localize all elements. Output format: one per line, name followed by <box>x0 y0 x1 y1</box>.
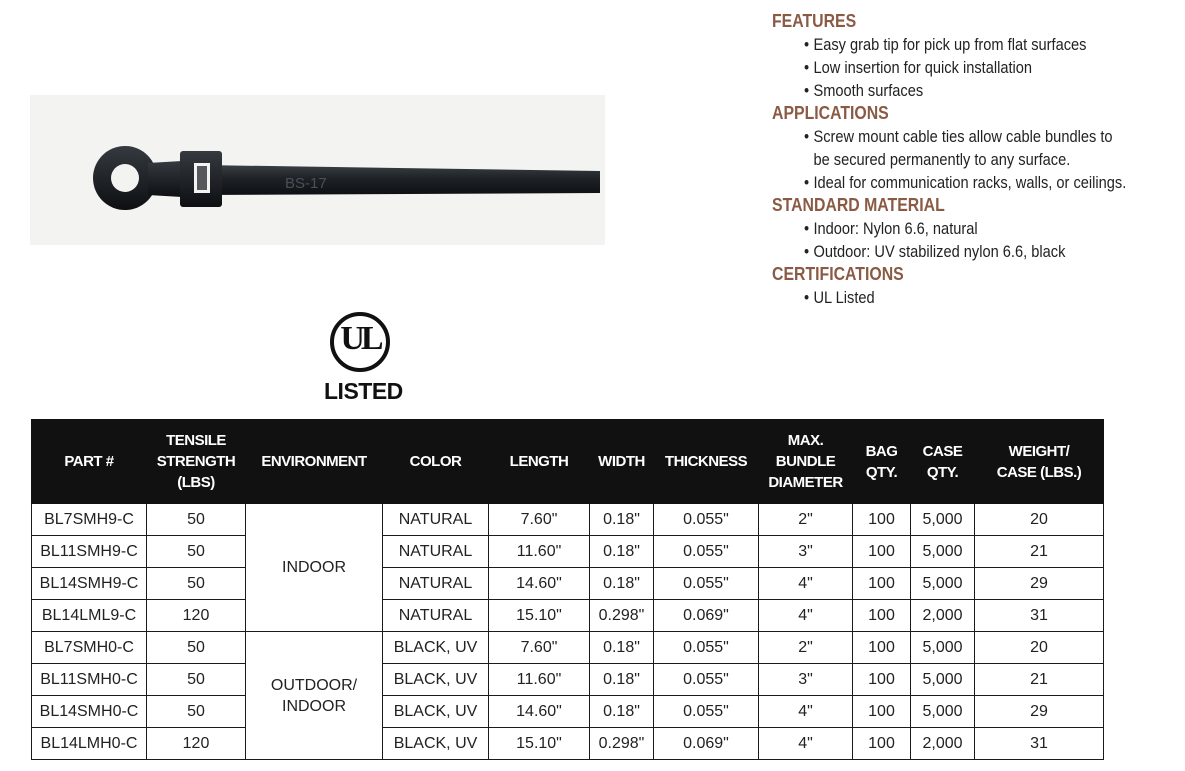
list-item-text: Low insertion for quick installation <box>813 58 1033 77</box>
table-row <box>32 600 1104 632</box>
table-cell: 31 <box>975 600 1104 632</box>
table-cell: 11.60" <box>489 664 590 696</box>
column-header-line: ENVIRONMENT <box>261 453 367 470</box>
table-cell: BLACK, UV <box>383 728 489 760</box>
table-cell: 100 <box>853 568 911 600</box>
table-cell: 15.10" <box>489 600 590 632</box>
table-cell: 0.055" <box>654 504 759 536</box>
column-header-line: BUNDLE <box>775 453 836 470</box>
table-cell: 5,000 <box>911 568 975 600</box>
bullet-icon: • <box>804 81 810 100</box>
tie-imprint-text: BS-17 <box>285 175 327 192</box>
column-header-line: WIDTH <box>598 453 645 470</box>
bullet-icon: • <box>804 58 810 77</box>
section-list <box>772 217 1182 263</box>
table-row <box>32 664 1104 696</box>
table-cell: 5,000 <box>911 504 975 536</box>
section-title: STANDARD MATERIAL <box>772 195 945 215</box>
table-cell: 14.60" <box>489 696 590 728</box>
list-item <box>804 79 1129 102</box>
table-cell: 100 <box>853 504 911 536</box>
list-item-text: Outdoor: UV stabilized nylon 6.6, black <box>813 242 1066 261</box>
table-cell: 0.18" <box>590 632 654 664</box>
column-header-line: (LBS) <box>177 474 215 491</box>
table-body <box>32 504 1104 760</box>
table-cell: BL11SMH0-C <box>32 664 147 696</box>
table-cell: 100 <box>853 664 911 696</box>
table-cell: 0.18" <box>590 568 654 600</box>
ul-listed-logo <box>318 310 414 410</box>
column-header-line: STRENGTH <box>156 453 236 470</box>
table-cell: 3" <box>759 664 853 696</box>
table-cell: 100 <box>853 632 911 664</box>
spec-table <box>31 419 1104 760</box>
column-header <box>246 420 383 504</box>
environment-cell <box>246 504 383 632</box>
list-item <box>804 240 1129 263</box>
section-list <box>772 33 1182 102</box>
table-cell: 100 <box>853 696 911 728</box>
table-cell: 15.10" <box>489 728 590 760</box>
bullet-icon: • <box>804 242 810 261</box>
table-cell: 0.055" <box>654 568 759 600</box>
column-header-line: CASE <box>922 442 963 460</box>
table-cell: 4" <box>759 568 853 600</box>
table-cell: 0.069" <box>654 728 759 760</box>
column-header <box>911 420 975 504</box>
table-cell: BL14LML9-C <box>32 600 147 632</box>
table-cell: 2,000 <box>911 728 975 760</box>
list-item-text: Ideal for communication racks, walls, or ceilings. <box>813 173 1127 192</box>
environment-line: OUTDOOR/ <box>270 676 358 694</box>
table-cell: 7.60" <box>489 504 590 536</box>
column-header <box>654 420 759 504</box>
table-cell: 50 <box>147 568 246 600</box>
table-cell: NATURAL <box>383 600 489 632</box>
table-cell: 5,000 <box>911 632 975 664</box>
table-cell: 2,000 <box>911 600 975 632</box>
environment-line: INDOOR <box>282 697 346 715</box>
table-cell: 4" <box>759 600 853 632</box>
section-list <box>772 125 1182 194</box>
table-row <box>32 696 1104 728</box>
table-cell: BLACK, UV <box>383 632 489 664</box>
column-header <box>975 420 1104 504</box>
bullet-icon: • <box>804 173 810 192</box>
environment-cell <box>246 632 383 760</box>
table-cell: 100 <box>853 536 911 568</box>
column-header-line: BAG <box>865 442 898 460</box>
table-cell: 0.18" <box>590 696 654 728</box>
section-list <box>772 286 1182 309</box>
table-cell: 5,000 <box>911 696 975 728</box>
table-cell: NATURAL <box>383 536 489 568</box>
table-cell: 7.60" <box>489 632 590 664</box>
table-cell: 0.069" <box>654 600 759 632</box>
table-cell: 20 <box>975 504 1104 536</box>
table-cell: BL7SMH9-C <box>32 504 147 536</box>
list-item <box>804 217 1129 240</box>
table-row <box>32 568 1104 600</box>
table-cell: NATURAL <box>383 504 489 536</box>
table-cell: 5,000 <box>911 536 975 568</box>
table-cell: 21 <box>975 536 1104 568</box>
list-item <box>804 171 1129 194</box>
column-header <box>853 420 911 504</box>
column-header <box>590 420 654 504</box>
table-cell: 2" <box>759 504 853 536</box>
table-cell: 0.055" <box>654 696 759 728</box>
table-cell: 29 <box>975 696 1104 728</box>
list-item-text: Smooth surfaces <box>813 81 924 100</box>
table-cell: 120 <box>147 728 246 760</box>
table-cell: 120 <box>147 600 246 632</box>
table-cell: 31 <box>975 728 1104 760</box>
section-title: FEATURES <box>772 11 857 31</box>
column-header-line: DIAMETER <box>768 474 843 491</box>
table-cell: 14.60" <box>489 568 590 600</box>
list-item <box>804 56 1129 79</box>
cable-tie-image <box>30 95 605 245</box>
table-cell: 100 <box>853 728 911 760</box>
ul-letters: UL <box>340 320 380 357</box>
table-cell: 0.298" <box>590 728 654 760</box>
column-header <box>32 420 147 504</box>
column-header-line: QTY. <box>865 463 898 481</box>
list-item-text: Indoor: Nylon 6.6, natural <box>813 219 978 238</box>
table-cell: BL7SMH0-C <box>32 632 147 664</box>
list-item <box>804 286 1129 309</box>
list-item <box>804 125 1129 171</box>
table-cell: BLACK, UV <box>383 664 489 696</box>
column-header <box>489 420 590 504</box>
column-header-line: THICKNESS <box>664 453 748 470</box>
list-item-text: Easy grab tip for pick up from flat surfaces <box>813 35 1087 54</box>
table-cell: 20 <box>975 632 1104 664</box>
table-cell: 50 <box>147 536 246 568</box>
list-item <box>804 33 1129 56</box>
section-title: APPLICATIONS <box>772 103 889 123</box>
column-header-line: MAX. <box>787 432 824 449</box>
ul-listed-text: LISTED <box>324 378 403 404</box>
bullet-icon: • <box>804 219 810 238</box>
table-cell: 0.055" <box>654 664 759 696</box>
table-cell: BLACK, UV <box>383 696 489 728</box>
table-cell: 50 <box>147 664 246 696</box>
features-panel <box>772 10 1182 309</box>
column-header-line: WEIGHT/ <box>1008 442 1070 460</box>
table-cell: BL11SMH9-C <box>32 536 147 568</box>
table-row <box>32 504 1104 536</box>
bullet-icon: • <box>804 35 810 54</box>
bullet-icon: • <box>804 127 810 146</box>
table-cell: 0.055" <box>654 536 759 568</box>
environment-line: INDOOR <box>282 559 346 576</box>
table-cell: 3" <box>759 536 853 568</box>
column-header <box>759 420 853 504</box>
table-cell: NATURAL <box>383 568 489 600</box>
table-cell: 0.18" <box>590 664 654 696</box>
table-cell: BL14SMH0-C <box>32 696 147 728</box>
table-cell: 0.18" <box>590 504 654 536</box>
column-header-line: PART # <box>64 453 114 470</box>
table-cell: 11.60" <box>489 536 590 568</box>
table-cell: 0.055" <box>654 632 759 664</box>
column-header-line: CASE (LBS.) <box>996 463 1082 481</box>
table-cell: 29 <box>975 568 1104 600</box>
table-cell: 50 <box>147 504 246 536</box>
list-item-text: Screw mount cable ties allow cable bundles to <box>813 127 1113 146</box>
column-header-line: TENSILE <box>166 432 226 449</box>
list-item-text: UL Listed <box>813 288 875 307</box>
table-cell: BL14LMH0-C <box>32 728 147 760</box>
table-header-row <box>32 420 1104 504</box>
column-header <box>147 420 246 504</box>
table-cell: BL14SMH9-C <box>32 568 147 600</box>
table-cell: 50 <box>147 632 246 664</box>
table-row <box>32 536 1104 568</box>
table-cell: 100 <box>853 600 911 632</box>
table-row <box>32 632 1104 664</box>
table-cell: 4" <box>759 728 853 760</box>
bullet-icon: • <box>804 288 810 307</box>
table-cell: 0.298" <box>590 600 654 632</box>
table-cell: 4" <box>759 696 853 728</box>
column-header-line: QTY. <box>926 463 959 481</box>
column-header-line: COLOR <box>409 453 462 470</box>
table-cell: 21 <box>975 664 1104 696</box>
table-cell: 50 <box>147 696 246 728</box>
section-title: CERTIFICATIONS <box>772 264 904 284</box>
table-row <box>32 728 1104 760</box>
table-cell: 2" <box>759 632 853 664</box>
column-header-line: LENGTH <box>509 453 569 470</box>
table-cell: 5,000 <box>911 664 975 696</box>
table-cell: 0.18" <box>590 536 654 568</box>
column-header <box>383 420 489 504</box>
list-item-text: be secured permanently to any surface. <box>813 150 1071 169</box>
